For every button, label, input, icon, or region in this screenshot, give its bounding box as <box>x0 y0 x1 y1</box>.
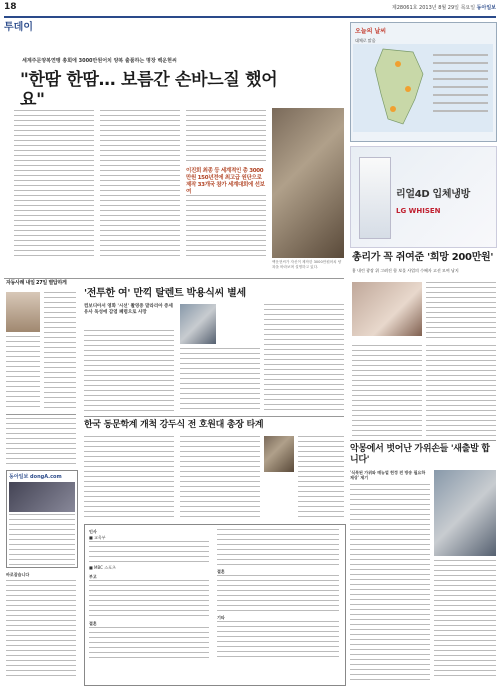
sidebar-body-b <box>6 336 40 410</box>
notice-note-1: ■ 교육부 <box>89 535 106 540</box>
notice-label-3: 결혼 <box>89 621 97 626</box>
story-five-body-b <box>434 560 496 680</box>
lead-subhead: 이진회 최종 등 세계적인 총 3000만원 150년전에 최고급 원단으로 제작 33개국 참가 세계대회에 선보여 <box>186 168 265 195</box>
divider-lead <box>4 278 344 279</box>
story-three-headline: 총리가 꼭 쥐여준 '희망 200만원' <box>352 252 494 263</box>
notice-label-5: 기타 <box>217 615 225 620</box>
ad-tagline: 리얼4D 입체냉방 <box>396 189 471 200</box>
lead-body-col1 <box>14 110 94 260</box>
ad-product-image <box>359 157 391 239</box>
sidebar-body-c <box>6 418 76 466</box>
story-four-body-a <box>84 436 174 520</box>
sun-icon <box>395 61 401 67</box>
issue-date: 제28061호 2013년 8월 29일 목요일 <box>391 5 476 11</box>
correction-body <box>6 580 76 680</box>
story-two-photo <box>180 304 216 344</box>
lead-body-col2 <box>100 110 180 260</box>
lead-story-kicker <box>22 57 292 64</box>
dongacom-box[interactable] <box>6 470 78 568</box>
lead-body-col3b <box>186 195 266 260</box>
story-five-photo <box>434 470 496 556</box>
notice-label-4: 결혼 <box>217 569 225 574</box>
story-two-body-b <box>180 348 260 412</box>
notice-box <box>84 524 346 686</box>
notice-col-left <box>89 529 209 661</box>
dongacom-body <box>9 514 75 568</box>
page-number: 18 <box>4 2 17 12</box>
notice-col-right <box>217 529 339 661</box>
story-four-photo <box>264 436 294 472</box>
issue-info <box>392 4 496 11</box>
story-three-subhead: 홈 내린 광장 위 그려진 합 보물 사업의 수혜자 고선 모여 남지 <box>352 268 459 273</box>
notice-label-1: 인사 <box>89 529 97 534</box>
correction-label: 바로잡습니다 <box>6 572 30 577</box>
story-five-headline: 악몽에서 벗어난 가위손들 '새출발 합니다' <box>350 444 490 465</box>
lead-body-col3 <box>186 110 266 164</box>
divider-sidebar <box>6 414 76 415</box>
notice-label-2: 부고 <box>89 574 97 579</box>
lead-kicker-text: 세계주문양복연맹 총회에 3000만원어치 양복 출품하는 명장 백운현씨 <box>22 58 177 64</box>
divider-right <box>350 440 496 441</box>
notice-body-6 <box>217 621 339 661</box>
story-two-subhead: 컴보디아서 영화 '시선' 촬영중 말라리아 증세 유사 독성에 감염 폐렴으로 사망 <box>84 304 173 315</box>
sidebar-body <box>44 292 76 410</box>
story-five-body-a <box>350 484 430 680</box>
notice-note-2: ■ MBC 스포츠 <box>89 565 116 570</box>
notice-body-4 <box>217 529 339 569</box>
masthead-brand: 동아일보 <box>476 5 496 11</box>
sidebar-photo <box>6 292 40 332</box>
notice-body-5 <box>217 575 339 615</box>
weather-subtitle: 대체로 맑음 <box>355 38 376 43</box>
divider-mid <box>84 416 344 417</box>
dongacom-thumb <box>9 482 75 512</box>
section-title: 투데이 <box>4 22 33 33</box>
story-three-body-c <box>426 345 496 437</box>
notice-body-3 <box>89 627 209 661</box>
lead-photo-caption: 백운현씨가 자신이 제작한 3000만원어치 양복을 바라보며 설명하고 있다. <box>272 260 342 269</box>
story-three-body-b <box>352 345 422 437</box>
story-three-body-a <box>426 282 496 342</box>
weather-map <box>353 44 493 132</box>
story-three-photo <box>352 282 422 336</box>
story-four-body-b <box>180 436 260 520</box>
story-two-body-c <box>264 304 344 412</box>
story-four-headline: 한국 동문학계 개척 강두식 전 호원대 총장 타계 <box>84 420 264 430</box>
notice-body-2 <box>89 580 209 618</box>
ad-brand: LG WHISEN <box>396 207 441 215</box>
sidebar-column-head: 자동사례 내일 27일 별답하게 <box>6 280 67 286</box>
story-two-body-a <box>84 330 174 412</box>
story-two-headline: '전투한 여' 만끽 탈렌트 박용식씨 별세 <box>84 288 246 299</box>
notice-body-1 <box>89 541 209 565</box>
lead-photo <box>272 108 344 258</box>
story-five-subhead: '식목된 가위와 매뉴얼 헌정 전 방송 필요하 제상' 제기 <box>350 470 426 480</box>
lead-headline: "한땀 한땀… 보름간 손바느질 했어요" <box>20 70 278 110</box>
weather-box <box>350 22 497 142</box>
page-header <box>4 2 496 18</box>
dongacom-label: 동아일보 dongA.com <box>9 474 62 480</box>
weather-title: 오늘의 날씨 <box>355 28 387 35</box>
story-four-body-c <box>298 436 344 520</box>
lg-ad[interactable] <box>350 146 497 248</box>
